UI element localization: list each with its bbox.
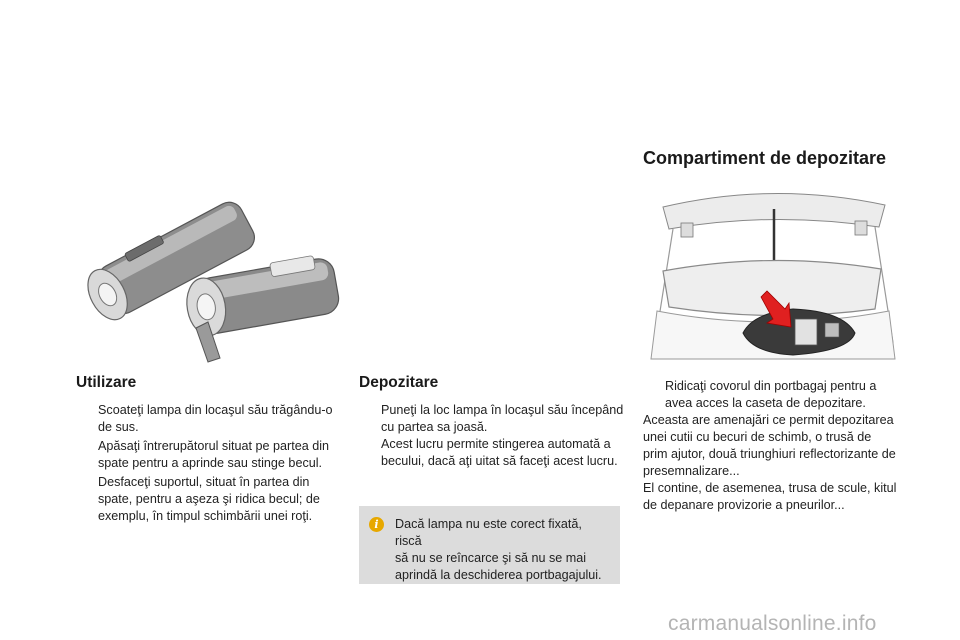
utilizare-list bbox=[76, 402, 346, 527]
paragraph-line: presemnalizare... bbox=[643, 464, 740, 478]
lamp-drawing bbox=[78, 190, 348, 365]
trunk-illustration bbox=[643, 183, 903, 365]
list-item: Apăsaţi întrerupătorul situat pe partea din spate pentru a aprinde sau stinge becul. bbox=[98, 439, 330, 470]
info-icon: i bbox=[369, 517, 384, 532]
note-line: Dacă lampa nu este corect fixată, riscă bbox=[395, 517, 582, 548]
note-line: să nu se reîncarce şi să nu se mai bbox=[395, 551, 587, 565]
trunk-drawing bbox=[643, 183, 903, 365]
note-box bbox=[359, 506, 620, 584]
compartiment-list bbox=[643, 378, 913, 414]
note-line: aprindă la deschiderea portbagajului. bbox=[395, 568, 602, 582]
list-item: Scoateţi lampa din locaşul său trăgându-o de sus. bbox=[98, 403, 333, 434]
section-title-compartiment: Compartiment de depozitare bbox=[643, 148, 887, 168]
list-item: Puneţi la loc lampa în locaşul său începând cu partea sa joasă. Acest lucru permite stingerea automată a becului, dacă aţi uitat să faceţi acest lucru. bbox=[381, 403, 624, 468]
watermark: carmanualsonline.info bbox=[668, 612, 877, 635]
list-item: Desfaceţi suportul, situat în partea din spate, pentru a aşeza şi ridica becul; de exemplu, în timpul schimbării unei roţi. bbox=[98, 475, 320, 523]
paragraph-line: Aceasta are amenajări ce permit depozitarea bbox=[643, 413, 894, 427]
section-title-utilizare: Utilizare bbox=[76, 374, 137, 391]
compartiment-paragraph bbox=[643, 412, 913, 514]
lamp-illustration bbox=[78, 190, 348, 365]
paragraph-line: de depanare provizorie a pneurilor... bbox=[643, 498, 845, 512]
paragraph-line: prim ajutor, două triunghiuri reflectorizante de bbox=[643, 447, 896, 461]
depozitare-list bbox=[359, 402, 629, 472]
paragraph-line: El contine, de asemenea, trusa de scule, kitul bbox=[643, 481, 897, 495]
list-item: Ridicaţi covorul din portbagaj pentru a avea acces la caseta de depozitare. bbox=[665, 379, 877, 410]
section-title-depozitare: Depozitare bbox=[359, 374, 439, 391]
paragraph-line: unei cutii cu becuri de schimb, o trusă de bbox=[643, 430, 872, 444]
